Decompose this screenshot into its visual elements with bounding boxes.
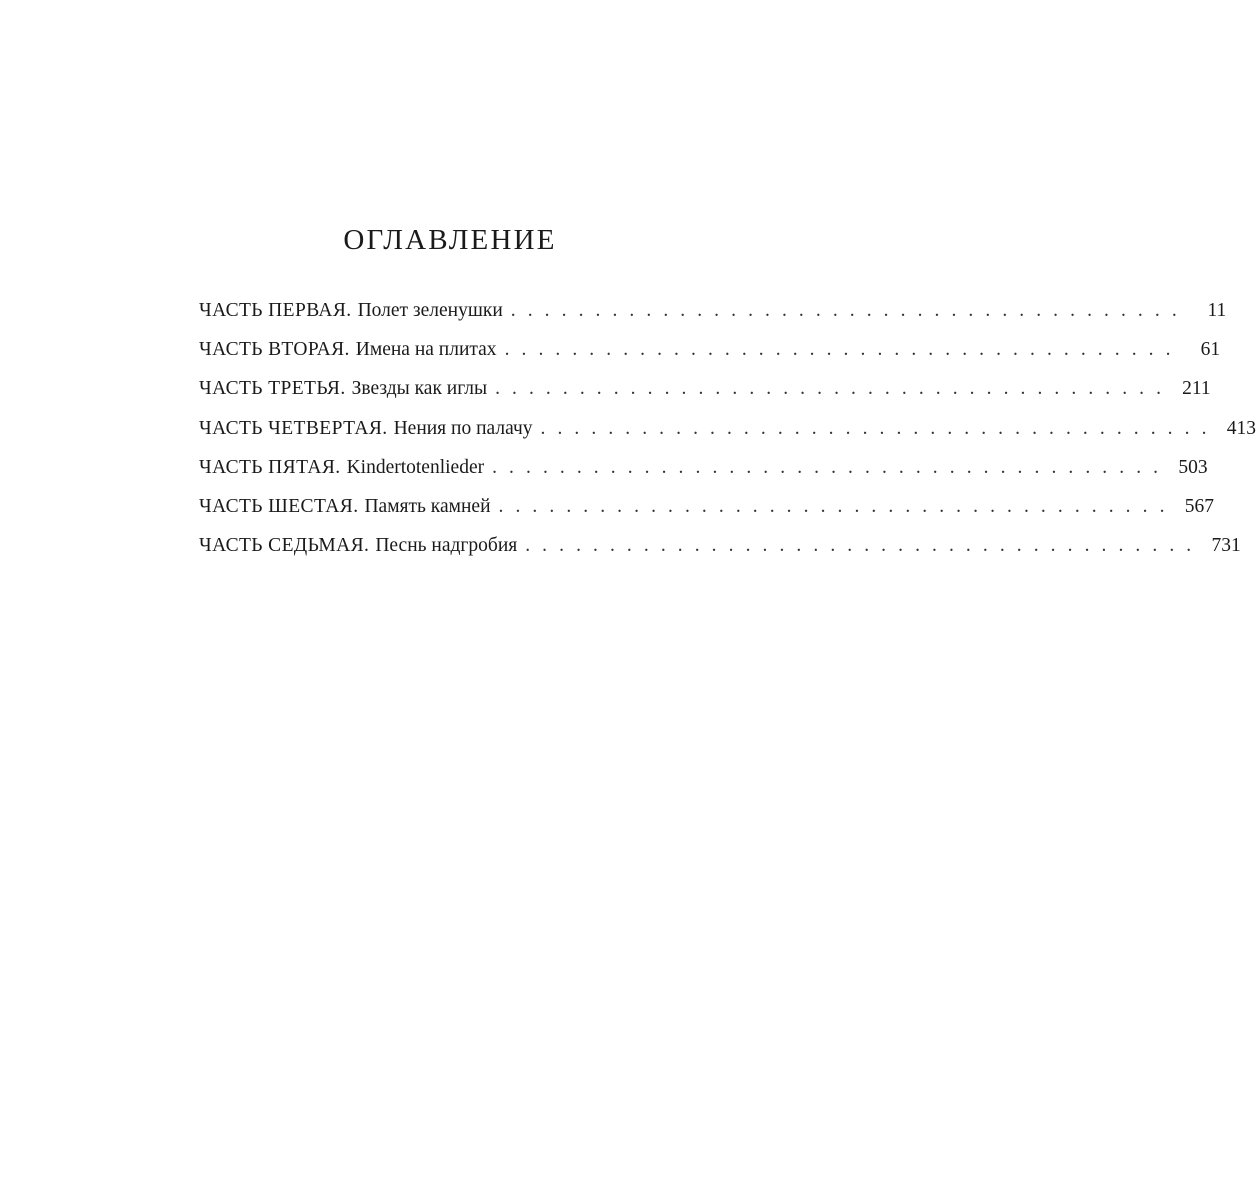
toc-entry xyxy=(199,416,1256,455)
dot-leader: . . . . . . . . . . . . . . . . . . . . . . . . . . . . . . . . . . . . . . . . xyxy=(540,417,1211,439)
table-of-contents xyxy=(199,298,1256,572)
toc-page-number: 503 xyxy=(1178,456,1208,478)
toc-entry xyxy=(199,376,1211,415)
toc-part-label: ЧАСТЬ ПЕРВАЯ. xyxy=(199,300,352,321)
dot-leader: . . . . . . . . . . . . . . . . . . . . . . . . . . . . . . . . . . . . . . . . xyxy=(492,456,1162,478)
toc-entry xyxy=(199,455,1208,494)
toc-part-title: Звезды как иглы xyxy=(351,378,488,400)
toc-heading: ОГЛАВЛЕНИЕ xyxy=(343,224,557,256)
toc-page-number: 731 xyxy=(1211,535,1241,557)
toc-entry xyxy=(199,337,1221,376)
toc-entry xyxy=(199,298,1227,337)
toc-part-label: ЧАСТЬ ВТОРАЯ. xyxy=(199,339,350,361)
dot-leader: . . . . . . . . . . . . . . . . . . . . . . . . . . . . . . . . . . . . . . . . xyxy=(495,378,1165,400)
toc-part-title: Нения по палачу xyxy=(393,417,533,439)
toc-part-title: Полет зеленушки xyxy=(357,300,503,321)
toc-part-label: ЧАСТЬ ПЯТАЯ. xyxy=(199,456,341,478)
toc-part-label: ЧАСТЬ СЕДЬМАЯ. xyxy=(199,535,370,557)
toc-page-number: 61 xyxy=(1200,339,1221,361)
dot-leader: . . . . . . . . . . . . . . . . . . . . . . . . . . . . . . . . . . . . . . . . xyxy=(510,300,1181,321)
toc-part-title: Память камней xyxy=(364,495,491,517)
toc-page-number: 211 xyxy=(1182,378,1211,400)
dot-leader: . . . . . . . . . . . . . . . . . . . . . . . . . . . . . . . . . . . . . . . . xyxy=(525,535,1195,557)
toc-page-number: 413 xyxy=(1226,417,1256,439)
toc-entry xyxy=(199,533,1241,572)
toc-page-number: 567 xyxy=(1184,495,1215,517)
toc-part-label: ЧАСТЬ ЧЕТВЕРТАЯ. xyxy=(199,417,388,439)
toc-part-title: Kindertotenlieder xyxy=(346,456,485,478)
toc-part-title: Имена на плитах xyxy=(355,339,497,361)
dot-leader: . . . . . . . . . . . . . . . . . . . . . . . . . . . . . . . . . . . . . . . . xyxy=(498,495,1169,517)
toc-entry xyxy=(199,494,1215,533)
toc-page-number: 11 xyxy=(1207,300,1227,321)
dot-leader: . . . . . . . . . . . . . . . . . . . . . . . . . . . . . . . . . . . . . . . . xyxy=(504,339,1175,361)
toc-part-title: Песнь надгробия xyxy=(375,535,518,557)
toc-part-label: ЧАСТЬ ШЕСТАЯ. xyxy=(199,495,359,517)
toc-part-label: ЧАСТЬ ТРЕТЬЯ. xyxy=(199,378,346,400)
